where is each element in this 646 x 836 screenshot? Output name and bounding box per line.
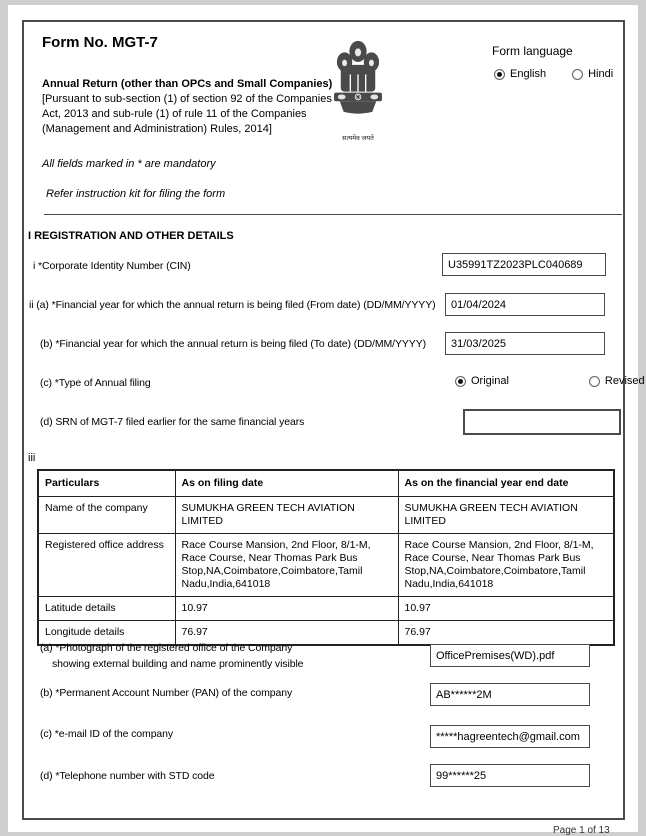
- hindi-radio-label: Hindi: [588, 68, 614, 80]
- form-subtitle: Annual Return (other than OPCs and Small Companies): [42, 78, 333, 90]
- cin-input[interactable]: [442, 253, 606, 276]
- table-row: [38, 596, 614, 620]
- form-language-options: [494, 68, 613, 80]
- cell-value: 76.97: [175, 620, 398, 645]
- cin-label: i *Corporate Identity Number (CIN): [33, 260, 191, 272]
- telephone-input[interactable]: [430, 764, 590, 787]
- form-border-box: [22, 20, 645, 820]
- cell-value: SUMUKHA GREEN TECH AVIATION LIMITED: [175, 496, 398, 533]
- srn-input[interactable]: [463, 409, 621, 435]
- fy-from-label: ii (a) *Financial year for which the annual return is being filed (From date) (DD/MM/YYYY): [29, 299, 436, 311]
- pan-input[interactable]: [430, 683, 590, 706]
- fy-to-input[interactable]: [445, 332, 605, 355]
- col-fy-end-date: As on the financial year end date: [398, 470, 614, 496]
- row-label: Latitude details: [38, 596, 175, 620]
- english-radio[interactable]: [494, 69, 505, 80]
- cell-value: Race Course Mansion, 2nd Floor, 8/1-M, Race Course, Near Thomas Park Bus Stop,NA,Coimbatore,Coimbatore,Tamil Nadu,India,641018: [398, 533, 614, 596]
- srn-label: (d) SRN of MGT-7 filed earlier for the same financial years: [40, 416, 305, 428]
- table-row: [38, 496, 614, 533]
- hindi-radio[interactable]: [572, 69, 583, 80]
- emblem-motto: सत्यमेव जयते: [342, 135, 374, 142]
- fy-to-label: (b) *Financial year for which the annual return is being filed (To date) (DD/MM/YYYY): [40, 338, 426, 350]
- cell-value: SUMUKHA GREEN TECH AVIATION LIMITED: [398, 496, 614, 533]
- email-label: (c) *e-mail ID of the company: [40, 728, 174, 740]
- pan-label: (b) *Permanent Account Number (PAN) of the company: [40, 687, 293, 699]
- english-radio-label: English: [510, 68, 547, 80]
- cell-value: 10.97: [175, 596, 398, 620]
- filing-type-label: (c) *Type of Annual filing: [40, 377, 151, 389]
- page-number: Page 1 of 13: [553, 825, 610, 836]
- revised-radio-label: Revised: [604, 375, 645, 387]
- form-language-label: Form language: [492, 44, 573, 58]
- cell-value: 76.97: [398, 620, 614, 645]
- header-divider: [44, 214, 622, 215]
- pursuant-text: [Pursuant to sub-section (1) of section 92 of the Companies Act, 2013 and sub-rule (1) of rule 11 of the Companies (Management and Administration) Rules, 2014]: [42, 93, 332, 135]
- form-title: Form No. MGT-7: [42, 34, 158, 51]
- instruction-note: Refer instruction kit for filing the form: [46, 188, 226, 200]
- revised-radio[interactable]: [589, 376, 600, 387]
- photograph-file-input[interactable]: [430, 644, 590, 667]
- email-input[interactable]: [430, 725, 590, 748]
- row-label: Name of the company: [38, 496, 175, 533]
- photograph-label-line2: showing external building and name prominently visible: [52, 658, 304, 670]
- fy-from-input[interactable]: [445, 293, 605, 316]
- original-radio-label: Original: [471, 375, 509, 387]
- table-header-row: [38, 470, 614, 496]
- cell-value: 10.97: [398, 596, 614, 620]
- form-page: [8, 5, 645, 832]
- photograph-label-line1: (a) *Photograph of the registered office of the Company: [40, 642, 293, 654]
- particulars-table: [37, 469, 615, 646]
- iii-label: iii: [28, 452, 36, 464]
- row-label: Registered office address: [38, 533, 175, 596]
- table-row: [38, 533, 614, 596]
- table-row: [38, 620, 614, 645]
- original-radio[interactable]: [455, 376, 466, 387]
- telephone-label: (d) *Telephone number with STD code: [40, 770, 215, 782]
- row-label: Longitude details: [38, 620, 175, 645]
- form-intro: [42, 77, 342, 137]
- filing-type-options: [455, 375, 645, 387]
- registration-section-title: I REGISTRATION AND OTHER DETAILS: [28, 230, 234, 242]
- cell-value: Race Course Mansion, 2nd Floor, 8/1-M, Race Course, Near Thomas Park Bus Stop,NA,Coimbatore,Coimbatore,Tamil Nadu,India,641018: [175, 533, 398, 596]
- col-filing-date: As on filing date: [175, 470, 398, 496]
- col-particulars: Particulars: [38, 470, 175, 496]
- mandatory-note: All fields marked in * are mandatory: [42, 158, 216, 170]
